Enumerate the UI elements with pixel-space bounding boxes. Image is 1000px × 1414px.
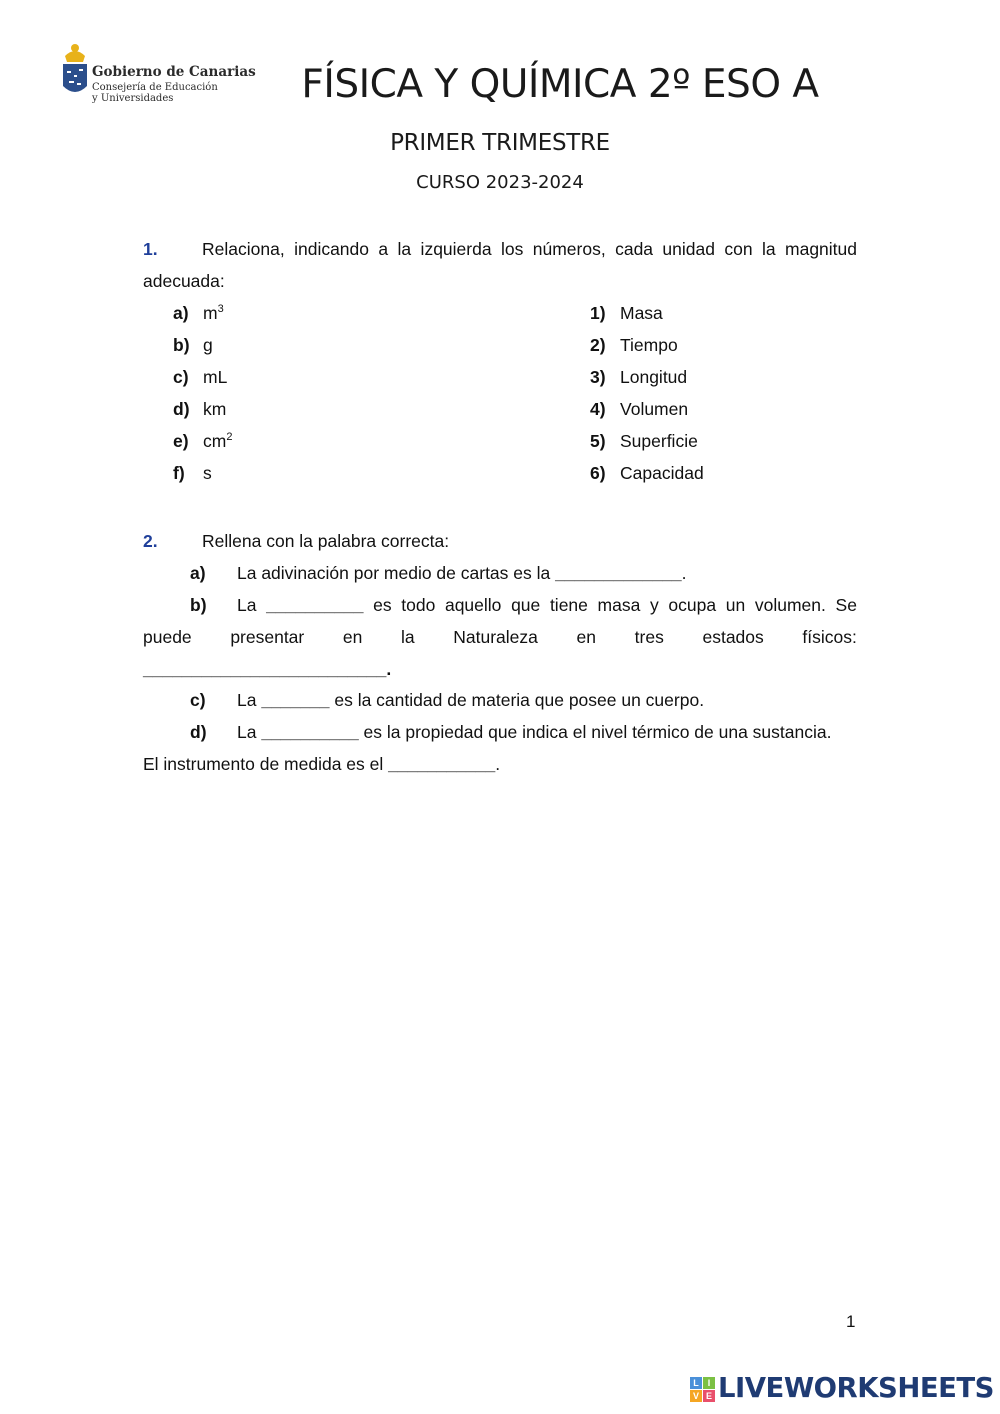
unit-value: g [203,335,213,355]
magnitude-label: Superficie [620,431,698,451]
word: estados [702,627,764,647]
word: que [511,595,541,615]
q2c-blank[interactable]: _______ [261,690,330,710]
q2d-sentence: La __________ es la propiedad que indica el nivel térmico de una sustancia. [237,722,832,742]
q2d-sentence-2: El instrumento de medida es el ___________. [143,754,501,774]
q2d-blank-2[interactable]: ___________ [388,754,496,774]
word: aquello [444,595,502,615]
magnitude-label: Longitud [620,367,688,387]
word: y [650,595,659,615]
magnitude-label: Tiempo [620,335,678,355]
page-subtitle: PRIMER TRIMESTRE [390,130,610,156]
magnitude-key: 2) [590,335,606,355]
unit-value: mL [203,367,228,387]
word: ocupa [668,595,717,615]
gobierno-canarias-logo [60,42,256,104]
brand-block: I [703,1377,715,1389]
q2b-blank-states[interactable]: _________________________. [143,659,392,679]
word: tiene [549,595,588,615]
q2c-sentence: La _______ es la cantidad de materia que posee un cuerpo. [237,690,705,710]
question-1-prompt-cont: adecuada: [143,271,225,291]
magnitude-key: 4) [590,399,606,419]
question-1-number: 1. [143,239,158,259]
word: un [725,595,746,615]
liveworksheets-icon [690,1377,716,1403]
q2a-blank[interactable]: _____________ [555,563,682,583]
unit-value: $m^3$ [203,303,224,323]
brand-block: V [690,1390,702,1402]
q2b-key: b) [190,595,207,615]
unit-key: b) [173,335,190,355]
question-2-number: 2. [143,531,158,551]
word: en [342,627,363,647]
magnitude-label: Capacidad [620,463,704,483]
magnitude-label: Volumen [620,399,689,419]
question-1-prompt: Relaciona, indicando a la izquierda los números, cada unidad con la magnitud [202,239,857,259]
q2a-sentence: La adivinación por medio de cartas es la _____________. [237,563,687,583]
q2b-line-1 [237,594,857,616]
word: Naturaleza [453,627,538,647]
q2b-blank[interactable]: __________ [266,595,364,615]
word: masa [597,595,641,615]
word: en [576,627,597,647]
word: La [237,595,257,615]
word: Se [835,595,857,615]
word: todo [401,595,436,615]
logo-subtitle: Consejería de Educación y Universidades [92,82,218,104]
page-number: 1 [846,1312,856,1331]
magnitude-key: 1) [590,303,606,323]
word: es [373,595,392,615]
word: presentar [230,627,305,647]
q2b-line-2 [143,626,857,648]
course-year: CURSO 2023-2024 [416,172,584,193]
word: tres [634,627,664,647]
page-title: FÍSICA Y QUÍMICA 2º ESO A [301,62,819,107]
liveworksheets-wordmark: LIVEWORKSHEETS [718,1372,994,1404]
magnitude-label: Masa [620,303,663,323]
unit-value: s [203,463,212,483]
magnitude-key: 6) [590,463,606,483]
unit-key: d) [173,399,190,419]
brand-block: E [703,1390,715,1402]
magnitude-key: 5) [590,431,606,451]
word: físicos: [802,627,857,647]
unit-value: $cm^2$ [203,431,233,451]
word: la [401,627,415,647]
unit-value: km [203,399,227,419]
unit-key: c) [173,367,189,387]
coat-of-arms-icon [60,42,90,100]
word: volumen. [754,595,826,615]
logo-name: Gobierno de Canarias [92,64,256,80]
word: puede [143,627,192,647]
q2d-blank[interactable]: __________ [261,722,359,742]
unit-key: e) [173,431,189,451]
q2a-key: a) [190,563,206,583]
question-2-prompt: Rellena con la palabra correcta: [202,531,450,551]
magnitude-key: 3) [590,367,606,387]
q2c-key: c) [190,690,206,710]
unit-key: f) [173,463,185,483]
q2d-key: d) [190,722,207,742]
unit-key: a) [173,303,189,323]
brand-block: L [690,1377,702,1389]
